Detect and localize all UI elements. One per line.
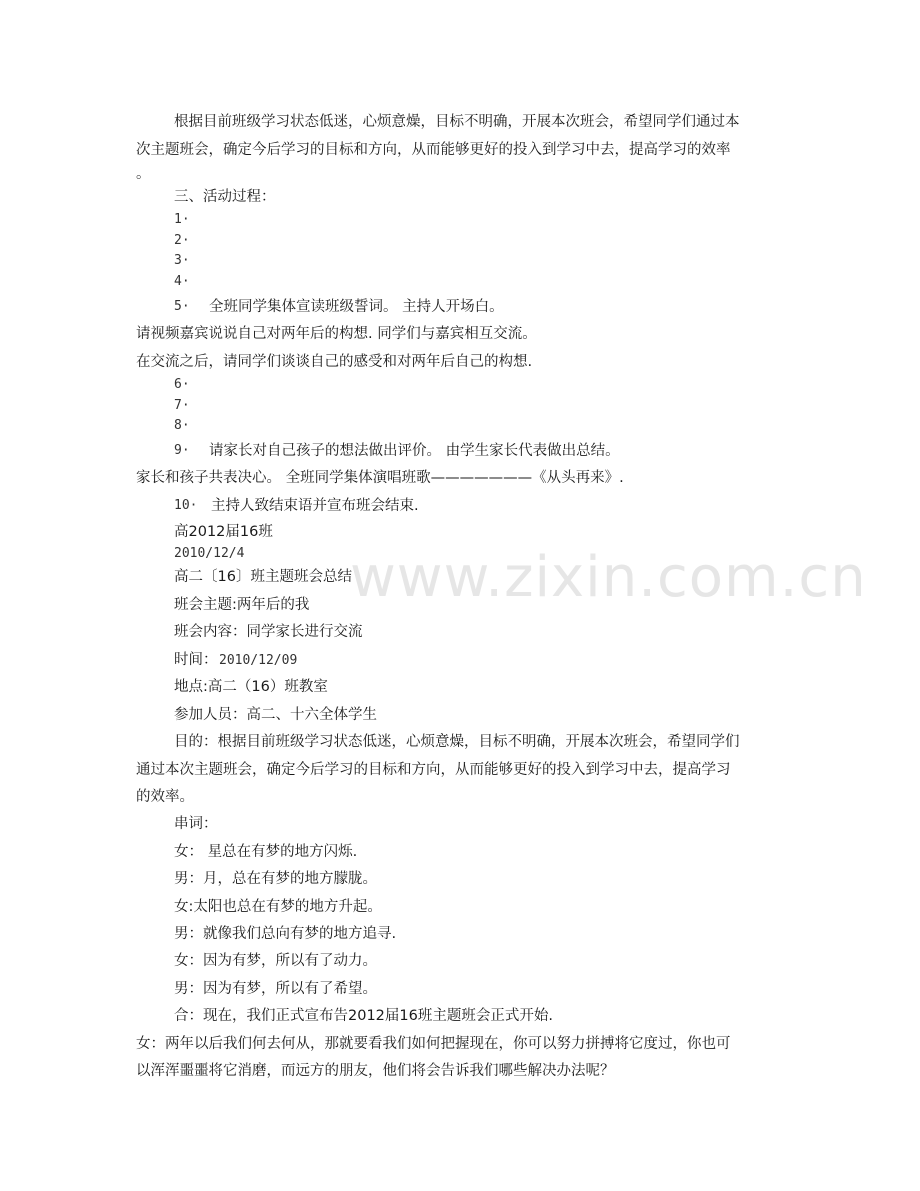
purpose-line: 通过本次主题班会，确定今后学习的目标和方向，从而能够更好的投入到学习中去，提高学习 [136,762,731,778]
meeting-place: 地点:高二（16）班教室 [174,679,328,695]
script-line: 男：因为有梦，所以有了希望。 [174,981,377,997]
list-number: 2· [174,233,190,248]
list-number: 8· [174,418,190,433]
list-item-text: 请家长对自己孩子的想法做出评价。 由学生家长代表做出总结。 [209,443,620,459]
paragraph-line: 根据目前班级学习状态低迷，心烦意燥，目标不明确，开展本次班会，希望同学们通过本 [174,114,740,130]
paragraph-line: 。 [136,166,151,182]
script-line: 女：两年以后我们何去何从，那就要看我们如何把握现在，你可以努力拼搏将它度过，你也可 [136,1036,731,1052]
list-number: 1· [174,212,190,227]
script-line: 女： 星总在有梦的地方闪烁. [174,844,358,860]
class-name: 高2012届16班 [174,524,273,540]
list-number: 7· [174,398,190,413]
script-line: 以浑浑噩噩将它消磨，而远方的朋友，他们将会告诉我们哪些解决办法呢？ [136,1063,615,1079]
participants: 参加人员：高二、十六全体学生 [174,707,377,723]
paragraph-line: 请视频嘉宾说说自己对两年后的构想. 同学们与嘉宾相互交流。 [136,326,537,342]
paragraph-line: 在交流之后，请同学们谈谈自己的感受和对两年后自己的构想. [136,354,533,370]
time-value: 2010/12/09 [219,653,298,668]
watermark: www.zixin.com.cn [350,545,867,610]
summary-title: 高二〔16〕班主题班会总结 [174,569,352,585]
list-number: 6· [174,377,190,392]
purpose-line: 目的：根据目前班级学习状态低迷，心烦意燥，目标不明确，开展本次班会，希望同学们 [174,734,740,750]
list-number: 4· [174,274,190,289]
date: 2010/12/4 [174,546,245,561]
paragraph-line: 家长和孩子共表决心。 全班同学集体演唱班歌———————《从头再来》. [136,470,624,486]
purpose-line: 的效率。 [136,789,194,805]
script-label: 串词： [174,816,218,832]
meeting-theme: 班会主题:两年后的我 [174,597,310,613]
list-number: 10· [174,498,198,513]
script-line: 男：就像我们总向有梦的地方追寻. [174,926,397,942]
time-label: 时间： [174,652,218,668]
script-line: 女：因为有梦，所以有了动力。 [174,953,377,969]
section-heading: 三、活动过程： [174,189,276,205]
script-line: 女:太阳也总在有梦的地方升起。 [174,899,382,915]
list-number: 3· [174,253,190,268]
paragraph-line: 次主题班会，确定今后学习的目标和方向，从而能够更好的投入到学习中去，提高学习的效率 [136,142,731,158]
meeting-content: 班会内容：同学家长进行交流 [174,624,363,640]
script-line: 合：现在，我们正式宣布告2012届16班主题班会正式开始. [174,1008,553,1024]
list-number: 5· [174,299,190,314]
list-item-text: 全班同学集体宣读班级誓词。 主持人开场白。 [209,299,504,315]
list-item-text: 主持人致结束语并宣布班会结束. [211,498,419,514]
script-line: 男：月，总在有梦的地方朦胧。 [174,871,377,887]
list-number: 9· [174,443,190,458]
